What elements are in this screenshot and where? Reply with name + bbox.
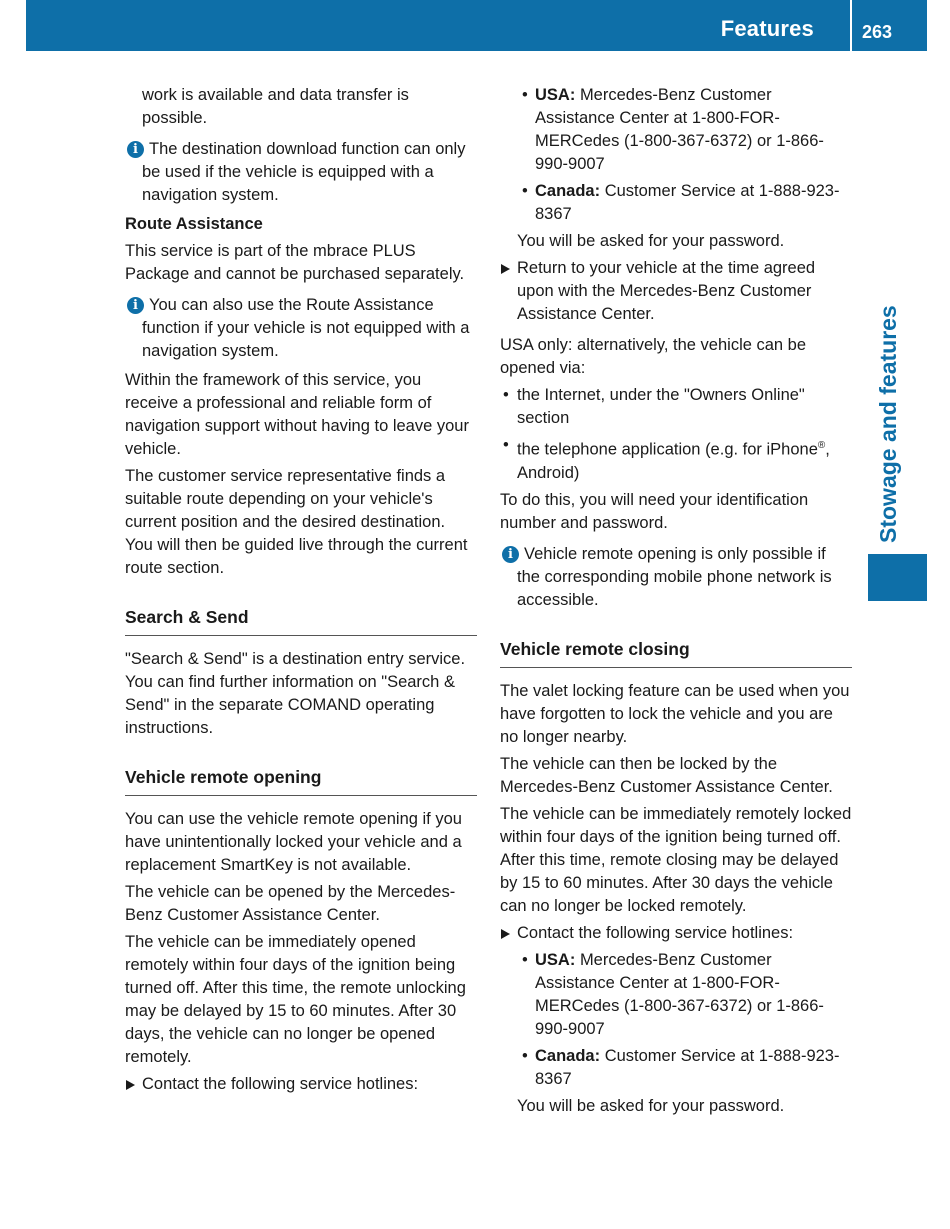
step-text: Contact the following service hotlines: [517,923,794,942]
registered-mark: ® [817,440,826,451]
hotline-canada: • Canada: Customer Service at 1-888-923-8367 [522,1046,840,1088]
paragraph: The vehicle can be immediately remotely locked within four days of the ignition being turned off. After this time, remote closing may be delayed by 15 to 60 minutes. After 30 days the vehicle can no longer be locked remotely. [500,804,852,915]
step-item [125,1073,477,1096]
info-text: The destination download function can only be used if the vehicle is equipped with a navigation system. [142,140,466,204]
triangle-arrow-icon [501,929,510,939]
page-number: 263 [862,22,893,42]
remote-opening-heading: Vehicle remote opening [125,766,477,796]
left-column [125,84,477,1100]
paragraph: The customer service representative finds a suitable route depending on your vehicle's current position and the desired destination. You will then be guided live through the current route section. [125,467,468,577]
paragraph: This service is part of the mbrace PLUS Package and cannot be purchased separately. [125,242,465,283]
paragraph: Within the framework of this service, you receive a professional and reliable form of navigation support without having to leave your vehicle. [125,371,469,458]
hotline-usa: • USA: Mercedes-Benz Customer Assistance Center at 1-800-FOR-MERCedes (1-800-367-6372) or 1-866-990-9007 [522,86,824,173]
paragraph: USA only: alternatively, the vehicle can be opened via: [500,336,807,377]
continuation-text: work is available and data transfer is possible. [142,86,409,127]
paragraph: To do this, you will need your identification number and password. [500,490,809,532]
hotline-label: Canada: [535,1046,601,1065]
info-note [125,138,477,207]
info-text: Vehicle remote opening is only possible if the corresponding mobile phone network is accessible. [517,544,832,609]
hotline-usa: • USA: Mercedes-Benz Customer Assistance Center at 1-800-FOR-MERCedes (1-800-367-6372) or 1-866-990-9007 [522,950,824,1038]
info-note [125,294,477,363]
hotline-label: USA: [535,86,576,104]
route-assistance-heading: Route Assistance [125,215,263,233]
paragraph: The valet locking feature can be used when you have forgotten to lock the vehicle and you are no longer nearby. [500,681,850,746]
step-item [500,922,852,945]
side-tab-label: Stowage and features [875,305,901,543]
info-icon: i [502,546,519,563]
list-item-text: , Android) [517,440,830,482]
paragraph: The vehicle can then be locked by the Mercedes-Benz Customer Assistance Center. [500,754,833,796]
hotline-text: Customer Service at 1-888-923-8367 [535,1046,840,1088]
list-item-text: the Internet, under the "Owners Online" section [517,386,805,427]
paragraph: You can use the vehicle remote opening if you have unintentionally locked your vehicle and a replacement SmartKey is not available. [125,810,462,874]
search-send-heading: Search & Send [125,606,477,636]
hotline-label: USA: [535,950,576,969]
page-header [26,0,927,51]
hotline-text: Customer Service at 1-888-923-8367 [535,182,840,223]
side-tab [875,288,901,543]
password-note: You will be asked for your password. [517,1096,785,1115]
hotline-text: Mercedes-Benz Customer Assistance Center at 1-800-FOR-MERCedes (1-800-367-6372) or 1-866-990-9007 [535,950,824,1038]
step-text: Return to your vehicle at the time agreed upon with the Mercedes-Benz Customer Assistance Center. [517,259,816,323]
paragraph: "Search & Send" is a destination entry service. You can find further information on "Search & Send" in the separate COMAND operating instructions. [125,650,466,737]
step-item [500,257,852,326]
info-icon: i [127,297,144,314]
triangle-arrow-icon [126,1080,135,1090]
info-icon: i [127,141,144,158]
right-column [500,84,852,1122]
triangle-arrow-icon [501,264,510,274]
list-item: • the Internet, under the "Owners Online" section [503,386,805,427]
info-note [500,543,852,612]
header-divider [850,0,852,51]
hotline-canada: • Canada: Customer Service at 1-888-923-8367 [522,182,840,223]
password-note: You will be asked for your password. [517,232,785,250]
side-tab-marker [868,554,927,601]
header-title: Features [720,16,814,41]
hotline-text: Mercedes-Benz Customer Assistance Center at 1-800-FOR-MERCedes (1-800-367-6372) or 1-866-990-9007 [535,86,824,173]
info-text: You can also use the Route Assistance function if your vehicle is not equipped with a navigation system. [142,296,470,360]
hotline-label: Canada: [535,182,601,200]
list-item: • the telephone application (e.g. for iPhone®, Android) [503,436,830,482]
paragraph: The vehicle can be immediately opened remotely within four days of the ignition being turned off. After this time, the remote unlocking may be delayed by 15 to 60 minutes. After 30 days, the vehicle can no longer be opened remotely. [125,933,466,1066]
paragraph: The vehicle can be opened by the Mercedes-Benz Customer Assistance Center. [125,883,456,924]
remote-closing-heading: Vehicle remote closing [500,638,852,668]
list-item-text: the telephone application (e.g. for iPhone [517,440,818,459]
step-text: Contact the following service hotlines: [142,1075,419,1093]
